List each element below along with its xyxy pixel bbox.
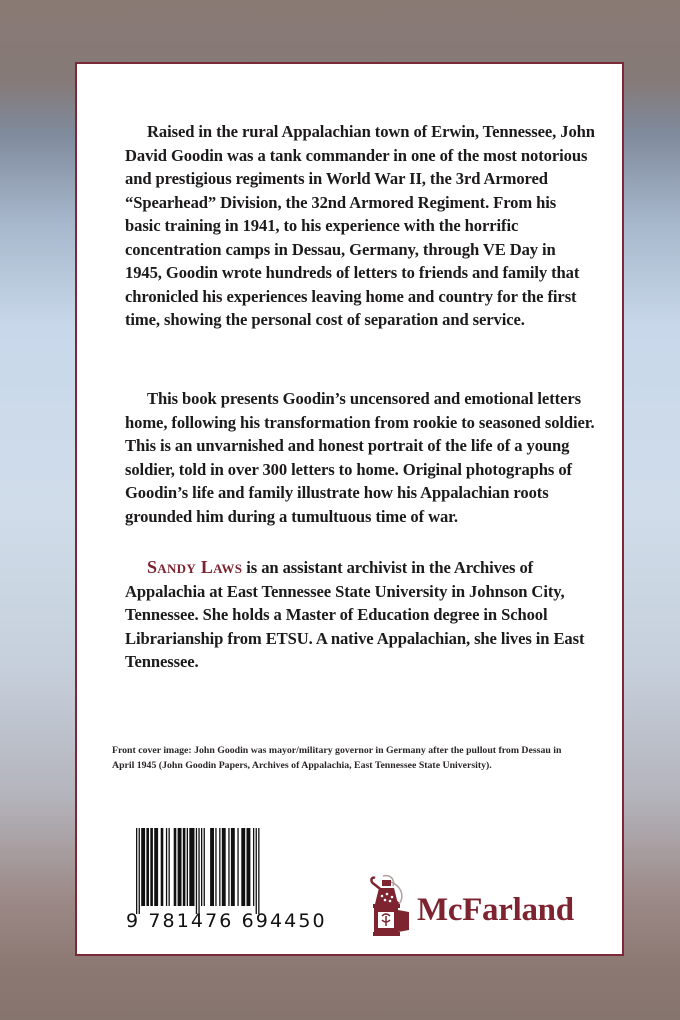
publisher-logo [369, 864, 599, 944]
author-bio-text: is an assistant archivist in the Archives of Appalachia at East Tennessee State University in Johnson City, Tennessee. She holds a Master of Education degree in School Librarianship from ETSU. A native Appalachian, she lives in East Tennessee. [125, 558, 585, 671]
lantern-icon [369, 874, 415, 938]
back-cover-panel [75, 62, 624, 956]
barcode-bars [126, 828, 296, 914]
author-name: Sandy Laws [147, 557, 243, 577]
cover-image-credit: Front cover image: John Goodin was mayor/military governor in Germany after the pullout from Dessau in April 1945 (John Goodin Papers, Archives of Appalachia, East Tennessee State University). [112, 745, 562, 771]
isbn-number: 9 781476 694450 [126, 910, 327, 932]
publisher-name: McFarland [417, 892, 574, 928]
isbn-barcode [126, 828, 327, 940]
author-bio [125, 556, 595, 674]
paragraph-text: Raised in the rural Appalachian town of Erwin, Tennessee, John David Goodin was a tank commander in one of the most notorious and prestigious regiments in World War II, the 3rd Armored “Spearhead” Division, the 32nd Armored Regiment. From his basic training in 1941, to his experience with the horrific concentration camps in Dessau, Germany, through VE Day in 1945, Goodin wrote hundreds of letters to friends and family that chronicled his experiences leaving home and country for the first time, showing the personal cost of separation and service. [125, 122, 595, 329]
description-paragraph-1 [125, 120, 595, 332]
description-paragraph-2 [125, 387, 595, 528]
paragraph-text: This book presents Goodin’s uncensored and emotional letters home, following his transformation from rookie to seasoned soldier. This is an unvarnished and honest portrait of the life of a young soldier, told in over 300 letters to home. Original photographs of Goodin’s life and family illustrate how his Appalachian roots grounded him during a tumultuous time of war. [125, 389, 595, 526]
